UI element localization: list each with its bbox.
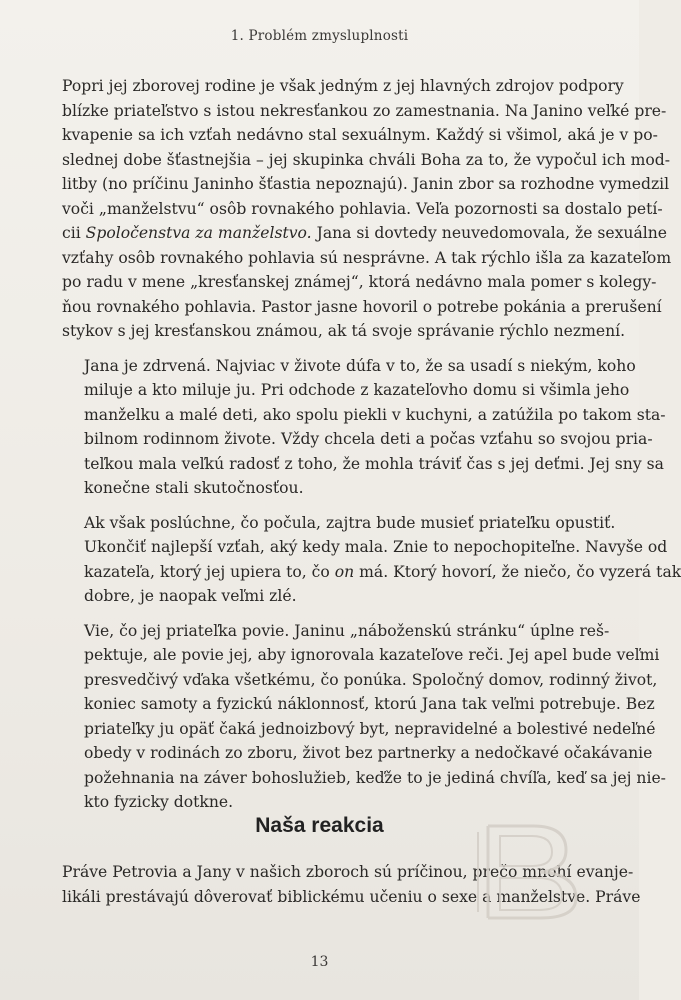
text-line: teľkou mala veľkú radosť z toho, že mohla tráviť čas s jej deťmi. Jej sny sa [84, 454, 664, 473]
text-line: manželku a malé deti, ako spolu piekli v kuchyni, a zatúžila po takom sta- [84, 405, 666, 424]
text-line: slednej dobe šťastnejšia – jej skupinka chváli Boha za to, že vypočul ich mod- [62, 150, 671, 169]
text-fragment: kazateľa, ktorý jej upiera to, čo [84, 562, 335, 581]
text-line: presvedčivý vďaka všetkému, čo ponúka. Spoločný domov, rodinný život, [84, 670, 658, 689]
text-line: priateľky ju opäť čaká jednoizbový byt, nepravidelné a bolestivé nedeľné [84, 719, 656, 738]
text-line: vzťahy osôb rovnakého pohlavia sú nesprávne. A tak rýchlo išla za kazateľom [62, 248, 672, 267]
text-line: kto fyzicky dotkne. [84, 793, 234, 811]
text-fragment: Jana si dovtedy neuvedomovala, že sexuálne [311, 224, 668, 242]
text-line: konečne stali skutočnosťou. [84, 479, 304, 497]
italic-title: Spoločenstva za manželstvo. [85, 224, 312, 242]
text-line: stykov s jej kresťanskou známou, ak tá svoje správanie rýchlo nezmení. [62, 322, 626, 340]
section-text [62, 860, 641, 909]
text-line: obedy v rodinách zo zboru, život bez partnerky a nedočkavé očakávanie [84, 744, 653, 762]
text-fragment: má. Ktorý hovorí, že niečo, čo vyzerá tak [354, 562, 681, 581]
text-line [62, 560, 681, 585]
text-line: dobre, je naopak veľmi zlé. [84, 587, 297, 605]
italic-word: on [334, 562, 355, 581]
text-line: ňou rovnakého pohlavia. Pastor jasne hovoril o potrebe pokánia a prerušení [62, 297, 662, 316]
paragraph-2 [62, 354, 666, 501]
running-header: 1. Problém zmysluplnosti [230, 28, 409, 44]
text-line: blízke priateľstvo s istou nekresťankou zo zamestnania. Na Janino veľké pre- [62, 101, 667, 120]
text-line: bilnom rodinnom živote. Vždy chcela deti a počas vzťahu so svojou pria- [84, 430, 653, 448]
text-line: litby (no príčinu Janinho šťastia nepoznajú). Janin zbor sa rozhodne vymedzil [62, 175, 670, 193]
text-line: Vie, čo jej priateľka povie. Janinu „náboženskú stránku“ úplne reš- [84, 621, 610, 640]
text-line: likáli prestávajú dôverovať biblickému učeniu o sexe a manželstve. Práve [62, 887, 641, 906]
paragraph-3 [62, 511, 681, 609]
text-line: Práve Petrovia a Jany v našich zboroch sú príčinou, prečo mnohí evanje- [62, 863, 634, 881]
text-line [62, 221, 668, 246]
main-text [62, 74, 681, 825]
paragraph-1 [62, 74, 672, 344]
text-line: pektuje, ale povie jej, aby ignorovala kazateľove reči. Jej apel bude veľmi [84, 646, 660, 664]
text-line: kvapenie sa ich vzťah nedávno stal sexuálnym. Každý si všimol, aká je v po- [62, 126, 658, 144]
paragraph-4 [62, 619, 666, 815]
text-line: Jana je zdrvená. Najviac v živote dúfa v to, že sa usadí s niekým, koho [84, 356, 636, 375]
text-line: požehnania na záver bohoslužieb, keďže to je jediná chvíľa, keď sa jej nie- [84, 768, 666, 787]
text-line: po radu v mene „kresťanskej známej“, ktorá nedávno mala pomer s kolegy- [62, 273, 657, 291]
text-line: Ak však poslúchne, čo počula, zajtra bude musieť priateľku opustiť. [84, 513, 616, 532]
text-line: Ukončiť najlepší vzťah, aký kedy mala. Znie to nepochopiteľne. Navyše od [84, 538, 668, 556]
page-number: 13 [310, 954, 329, 970]
text-fragment: cii [62, 224, 86, 242]
section-heading: Naša reakcia [255, 814, 384, 837]
text-line: Popri jej zborovej rodine je však jedným z jej hlavných zdrojov podpory [62, 77, 624, 95]
text-line: koniec samoty a fyzickú náklonnosť, ktorú Jana tak veľmi potrebuje. Bez [84, 695, 655, 713]
text-line: miluje a kto miluje ju. Pri odchode z kazateľovho domu si všimla jeho [84, 381, 630, 399]
text-line: voči „manželstvu“ osôb rovnakého pohlavia. Veľa pozornosti sa dostalo petí- [62, 199, 663, 218]
